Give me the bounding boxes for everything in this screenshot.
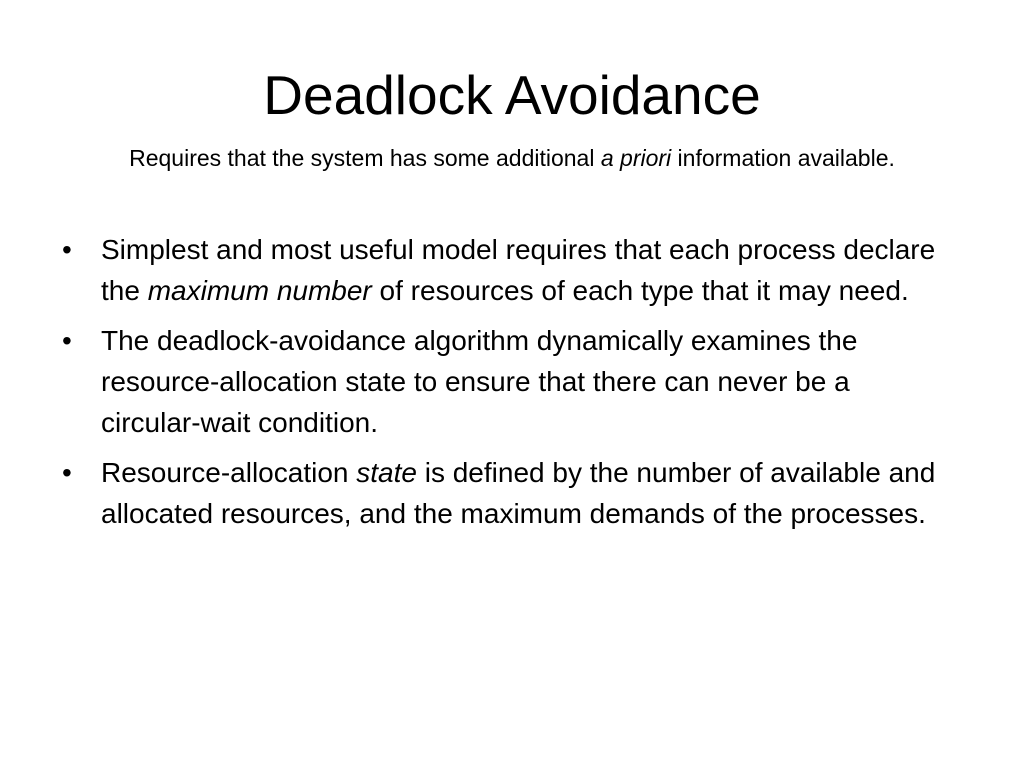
subtitle-emphasis: a priori [600, 145, 672, 171]
bullet-list [56, 229, 946, 543]
bullet-emphasis: maximum number [147, 275, 372, 306]
slide-title: Deadlock Avoidance [263, 64, 761, 126]
bullet-text-before: Resource-allocation [101, 457, 357, 488]
bullet-text: The deadlock-avoidance algorithm dynamically examines the resource-allocation state to ensure that there can never be a circular-wait condition. [101, 325, 858, 438]
bullet-text-before: Simplest and most useful model requires that each process declare the [101, 234, 936, 306]
bullet-text-after: is defined by the number of available and allocated resources, and the maximum demands of the processes. [101, 457, 936, 529]
bullet-dot-icon: • [62, 457, 72, 488]
bullet-text-after: of resources of each type that it may need. [371, 275, 909, 306]
bullet-dot-icon: • [62, 325, 72, 356]
bullet-dot-icon: • [62, 234, 72, 265]
subtitle-text-before: Requires that the system has some additional [129, 145, 601, 171]
bullet-emphasis: state [356, 457, 417, 488]
subtitle-text-after: information available. [671, 145, 895, 171]
bullet-item-state [56, 452, 946, 534]
bullet-item-max-number [56, 229, 946, 311]
slide-subtitle [0, 143, 1024, 173]
bullet-item-algorithm [56, 320, 946, 443]
